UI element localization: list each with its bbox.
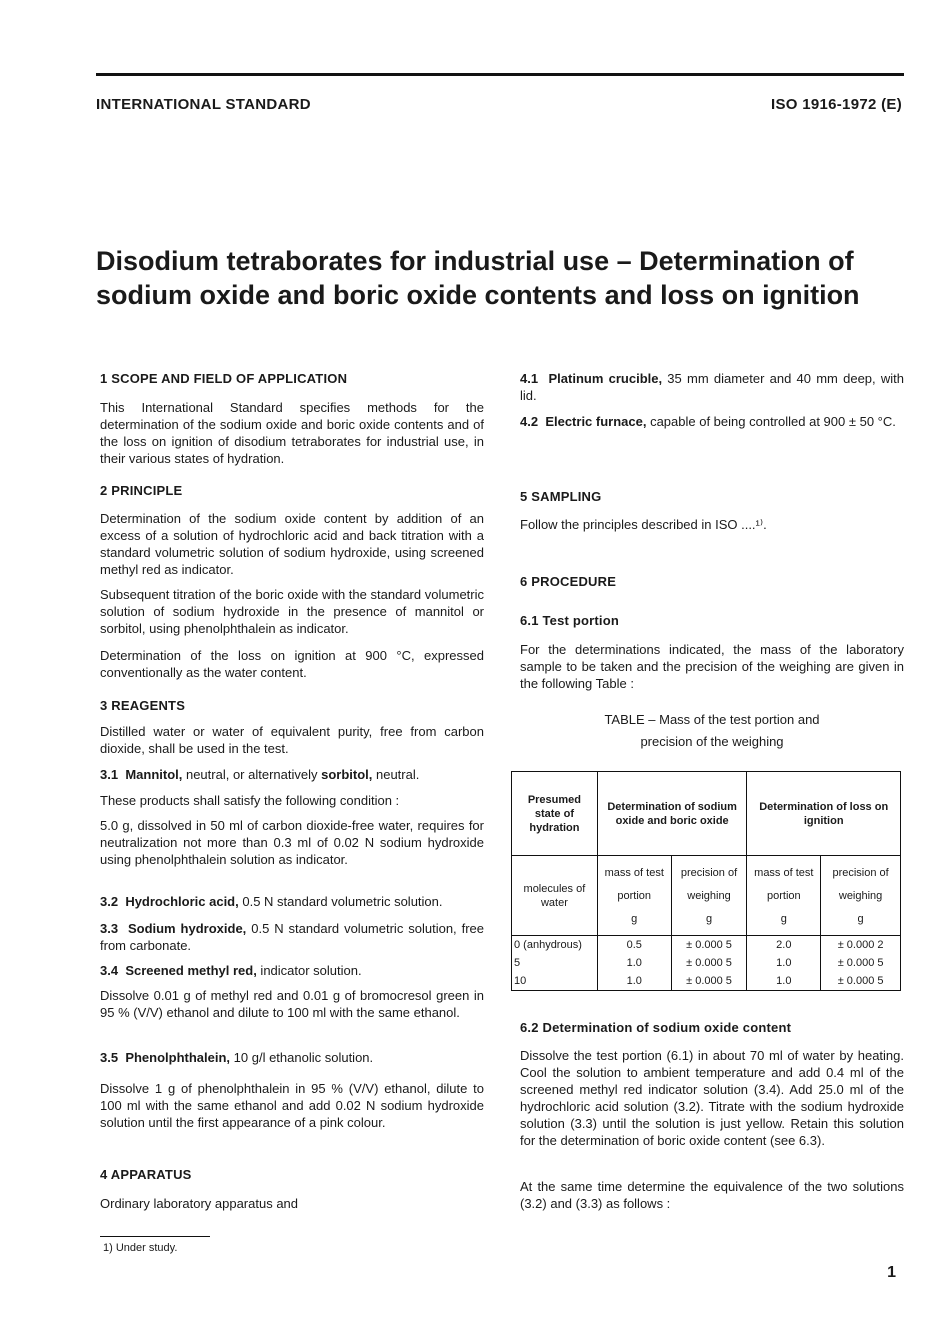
- table-caption-line-2: precision of the weighing: [640, 734, 784, 749]
- section-6-heading: 6 PROCEDURE: [520, 574, 617, 589]
- clause-3-2-name: Hydrochloric acid,: [125, 894, 239, 909]
- clause-3-1-para-2: 5.0 g, dissolved in 50 ml of carbon dioxide-free water, requires for neutralization not more than 0.3 ml of 0.02 N sodium hydroxide using phenolphthalein solution as indicator.: [100, 818, 484, 867]
- clause-3-2: [100, 893, 484, 910]
- footnote-rule: [100, 1236, 210, 1237]
- clause-6-1-heading: 6.1 Test portion: [520, 613, 620, 628]
- title-line-1: Disodium tetraborates for industrial use – Determination of: [96, 246, 854, 276]
- section-1-heading: 1 SCOPE AND FIELD OF APPLICATION: [100, 371, 348, 386]
- weighing-label: weighing: [838, 889, 883, 902]
- section-4-heading: 4 APPARATUS: [100, 1167, 192, 1182]
- clause-6-2-para-2: At the same time determine the equivalence of the two solutions (3.2) and (3.3) as follows :: [520, 1179, 904, 1211]
- header-sodium-boric: Determination of sodium oxide and boric oxide: [597, 772, 747, 856]
- clause-3-3: [100, 920, 484, 954]
- clause-3-4: [100, 962, 484, 979]
- clause-3-1-name-2: sorbitol,: [321, 767, 373, 782]
- precision-value: ± 0.000 5: [837, 975, 884, 987]
- clause-6-2-heading: 6.2 Determination of sodium oxide content: [520, 1020, 792, 1035]
- mass-value: 0.5: [626, 939, 642, 951]
- mass-value: 1.0: [776, 957, 792, 969]
- section-3-text: Distilled water or water of equivalent purity, free from carbon dioxide, shall be used in the test.: [100, 724, 484, 756]
- precision-2-cell: [821, 936, 901, 991]
- mass-value: 2.0: [776, 939, 792, 951]
- clause-3-1-rest: neutral.: [372, 767, 420, 782]
- mass-value: 1.0: [776, 975, 792, 987]
- subheader-molecules-of-water: molecules of water: [512, 856, 598, 936]
- clause-3-4-name: Screened methyl red,: [125, 963, 257, 978]
- clause-4-1-rest: 35 mm diameter and 40 mm deep, with lid.: [520, 371, 904, 403]
- section-2-para-1: Determination of the sodium oxide content by addition of an excess of a solution of hydrochloric acid and back titration with a standard volumetric solution of sodium hydroxide, using screened methyl red as indicator.: [100, 511, 484, 577]
- title-line-2: sodium oxide and boric oxide contents and loss on ignition: [96, 280, 860, 310]
- section-5-text: Follow the principles described in ISO ....¹⁾.: [520, 517, 767, 532]
- clause-3-5: [100, 1049, 484, 1066]
- mass-1-cell: [597, 936, 671, 991]
- clause-4-1-number: 4.1: [520, 371, 539, 386]
- precision-value: ± 0.000 5: [837, 957, 884, 969]
- clause-3-4-number: 3.4: [100, 963, 119, 978]
- section-2-heading: 2 PRINCIPLE: [100, 483, 183, 498]
- clause-4-2-name: Electric furnace,: [545, 414, 647, 429]
- footnote: 1) Under study.: [103, 1242, 178, 1254]
- page-number: 1: [887, 1264, 896, 1281]
- precision-value: ± 0.000 5: [686, 975, 732, 987]
- clause-3-3-rest: 0.5 N standard volumetric solution, free from carbonate.: [100, 921, 485, 953]
- mass-label: mass of test: [604, 866, 664, 879]
- clause-3-1-name: Mannitol,: [125, 767, 183, 782]
- precision-value: ± 0.000 5: [686, 957, 732, 969]
- clause-3-5-name: Phenolphthalein,: [125, 1050, 231, 1065]
- clause-4-2-number: 4.2: [520, 414, 539, 429]
- subheader-mass-2: [747, 856, 821, 936]
- clause-3-5-text: Dissolve 1 g of phenolphthalein in 95 % (V/V) ethanol, dilute to 100 ml with the same ethanol and add 0.02 N sodium hydroxide solution until the first appearance of a pink colour.: [100, 1081, 484, 1130]
- clause-3-2-rest: 0.5 N standard volumetric solution.: [238, 894, 443, 909]
- weighing-label: weighing: [687, 889, 731, 902]
- clause-3-4-text: Dissolve 0.01 g of methyl red and 0.01 g of bromocresol green in 95 % (V/V) ethanol and dilute to 100 ml with the same ethanol.: [100, 988, 484, 1020]
- section-5-heading: 5 SAMPLING: [520, 489, 602, 504]
- state-value: 10: [514, 975, 527, 987]
- state-cell: [512, 936, 598, 991]
- document-title: [96, 244, 916, 312]
- mass-value: 1.0: [626, 957, 642, 969]
- section-1-text: This International Standard specifies methods for the determination of the sodium oxide and boric oxide contents and of the loss on ignition of disodium tetraborates for industrial use, in their various states of hydration.: [100, 400, 484, 466]
- state-value: 5: [514, 957, 521, 969]
- table-caption-line-1: TABLE – Mass of the test portion and: [604, 712, 820, 727]
- clause-3-1-number: 3.1: [100, 767, 119, 782]
- unit-label: g: [857, 912, 864, 925]
- clause-4-1-name: Platinum crucible,: [548, 371, 663, 386]
- header-left: INTERNATIONAL STANDARD: [96, 96, 311, 113]
- clause-4-2-rest: capable of being controlled at 900 ± 50 °C.: [646, 414, 896, 429]
- clause-6-1-text: For the determinations indicated, the mass of the laboratory sample to be taken and the precision of the weighing are given in the following Table :: [520, 642, 904, 691]
- clause-4-2: [520, 413, 904, 430]
- precision-value: ± 0.000 2: [837, 939, 884, 951]
- test-portion-table: [511, 771, 901, 991]
- clause-3-5-rest: 10 g/l ethanolic solution.: [230, 1050, 374, 1065]
- clause-3-1: [100, 766, 484, 783]
- clause-3-4-rest: indicator solution.: [256, 963, 362, 978]
- mass-value: 1.0: [626, 975, 642, 987]
- precision-label: precision of: [832, 866, 889, 879]
- header-state: Presumed state of hydration: [512, 772, 598, 856]
- table-row: [512, 936, 901, 991]
- unit-label: g: [780, 912, 787, 925]
- header-right: ISO 1916-1972 (E): [770, 96, 902, 113]
- section-2-para-3: Determination of the loss on ignition at 900 °C, expressed conventionally as the water content.: [100, 648, 484, 680]
- subheader-precision-2: [821, 856, 901, 936]
- header-rule: [96, 73, 904, 76]
- unit-label: g: [631, 912, 638, 925]
- portion-label: portion: [617, 889, 652, 902]
- state-value: 0 (anhydrous): [514, 939, 582, 951]
- unit-label: g: [705, 912, 713, 925]
- precision-1-cell: [671, 936, 747, 991]
- subheader-precision-1: [671, 856, 747, 936]
- section-2-para-2: Subsequent titration of the boric oxide with the standard volumetric solution of sodium hydroxide in the presence of mannitol or sorbitol, using phenolphthalein as indicator.: [100, 587, 484, 636]
- clause-3-5-number: 3.5: [100, 1050, 119, 1065]
- subheader-mass-1: [597, 856, 671, 936]
- clause-3-3-number: 3.3: [100, 921, 119, 936]
- clause-4-1: [520, 370, 904, 404]
- section-3-heading: 3 REAGENTS: [100, 698, 186, 713]
- clause-3-3-name: Sodium hydroxide,: [127, 921, 247, 936]
- precision-label: precision of: [680, 866, 738, 879]
- clause-3-1-para-1: These products shall satisfy the following condition :: [100, 793, 400, 808]
- section-4-text: Ordinary laboratory apparatus and: [100, 1196, 299, 1211]
- portion-label: portion: [766, 889, 801, 902]
- mass-label: mass of test: [754, 866, 814, 879]
- mass-2-cell: [747, 936, 821, 991]
- clause-6-2-para-1: Dissolve the test portion (6.1) in about 70 ml of water by heating. Cool the solution to ambient temperature and add 0.4 ml of the screened methyl red indicator solution (3.4). Add 25.0 ml of the hydrochloric acid solution (3.2). Titrate with the sodium hydroxide solution (3.3) until the solution is just yellow. Retain this solution for the determination of boric oxide content (see 6.3).: [520, 1048, 904, 1148]
- clause-3-1-mid: neutral, or alternatively: [182, 767, 322, 782]
- precision-value: ± 0.000 5: [686, 939, 732, 951]
- header-loss-ignition: Determination of loss on ignition: [747, 772, 901, 856]
- clause-3-2-number: 3.2: [100, 894, 119, 909]
